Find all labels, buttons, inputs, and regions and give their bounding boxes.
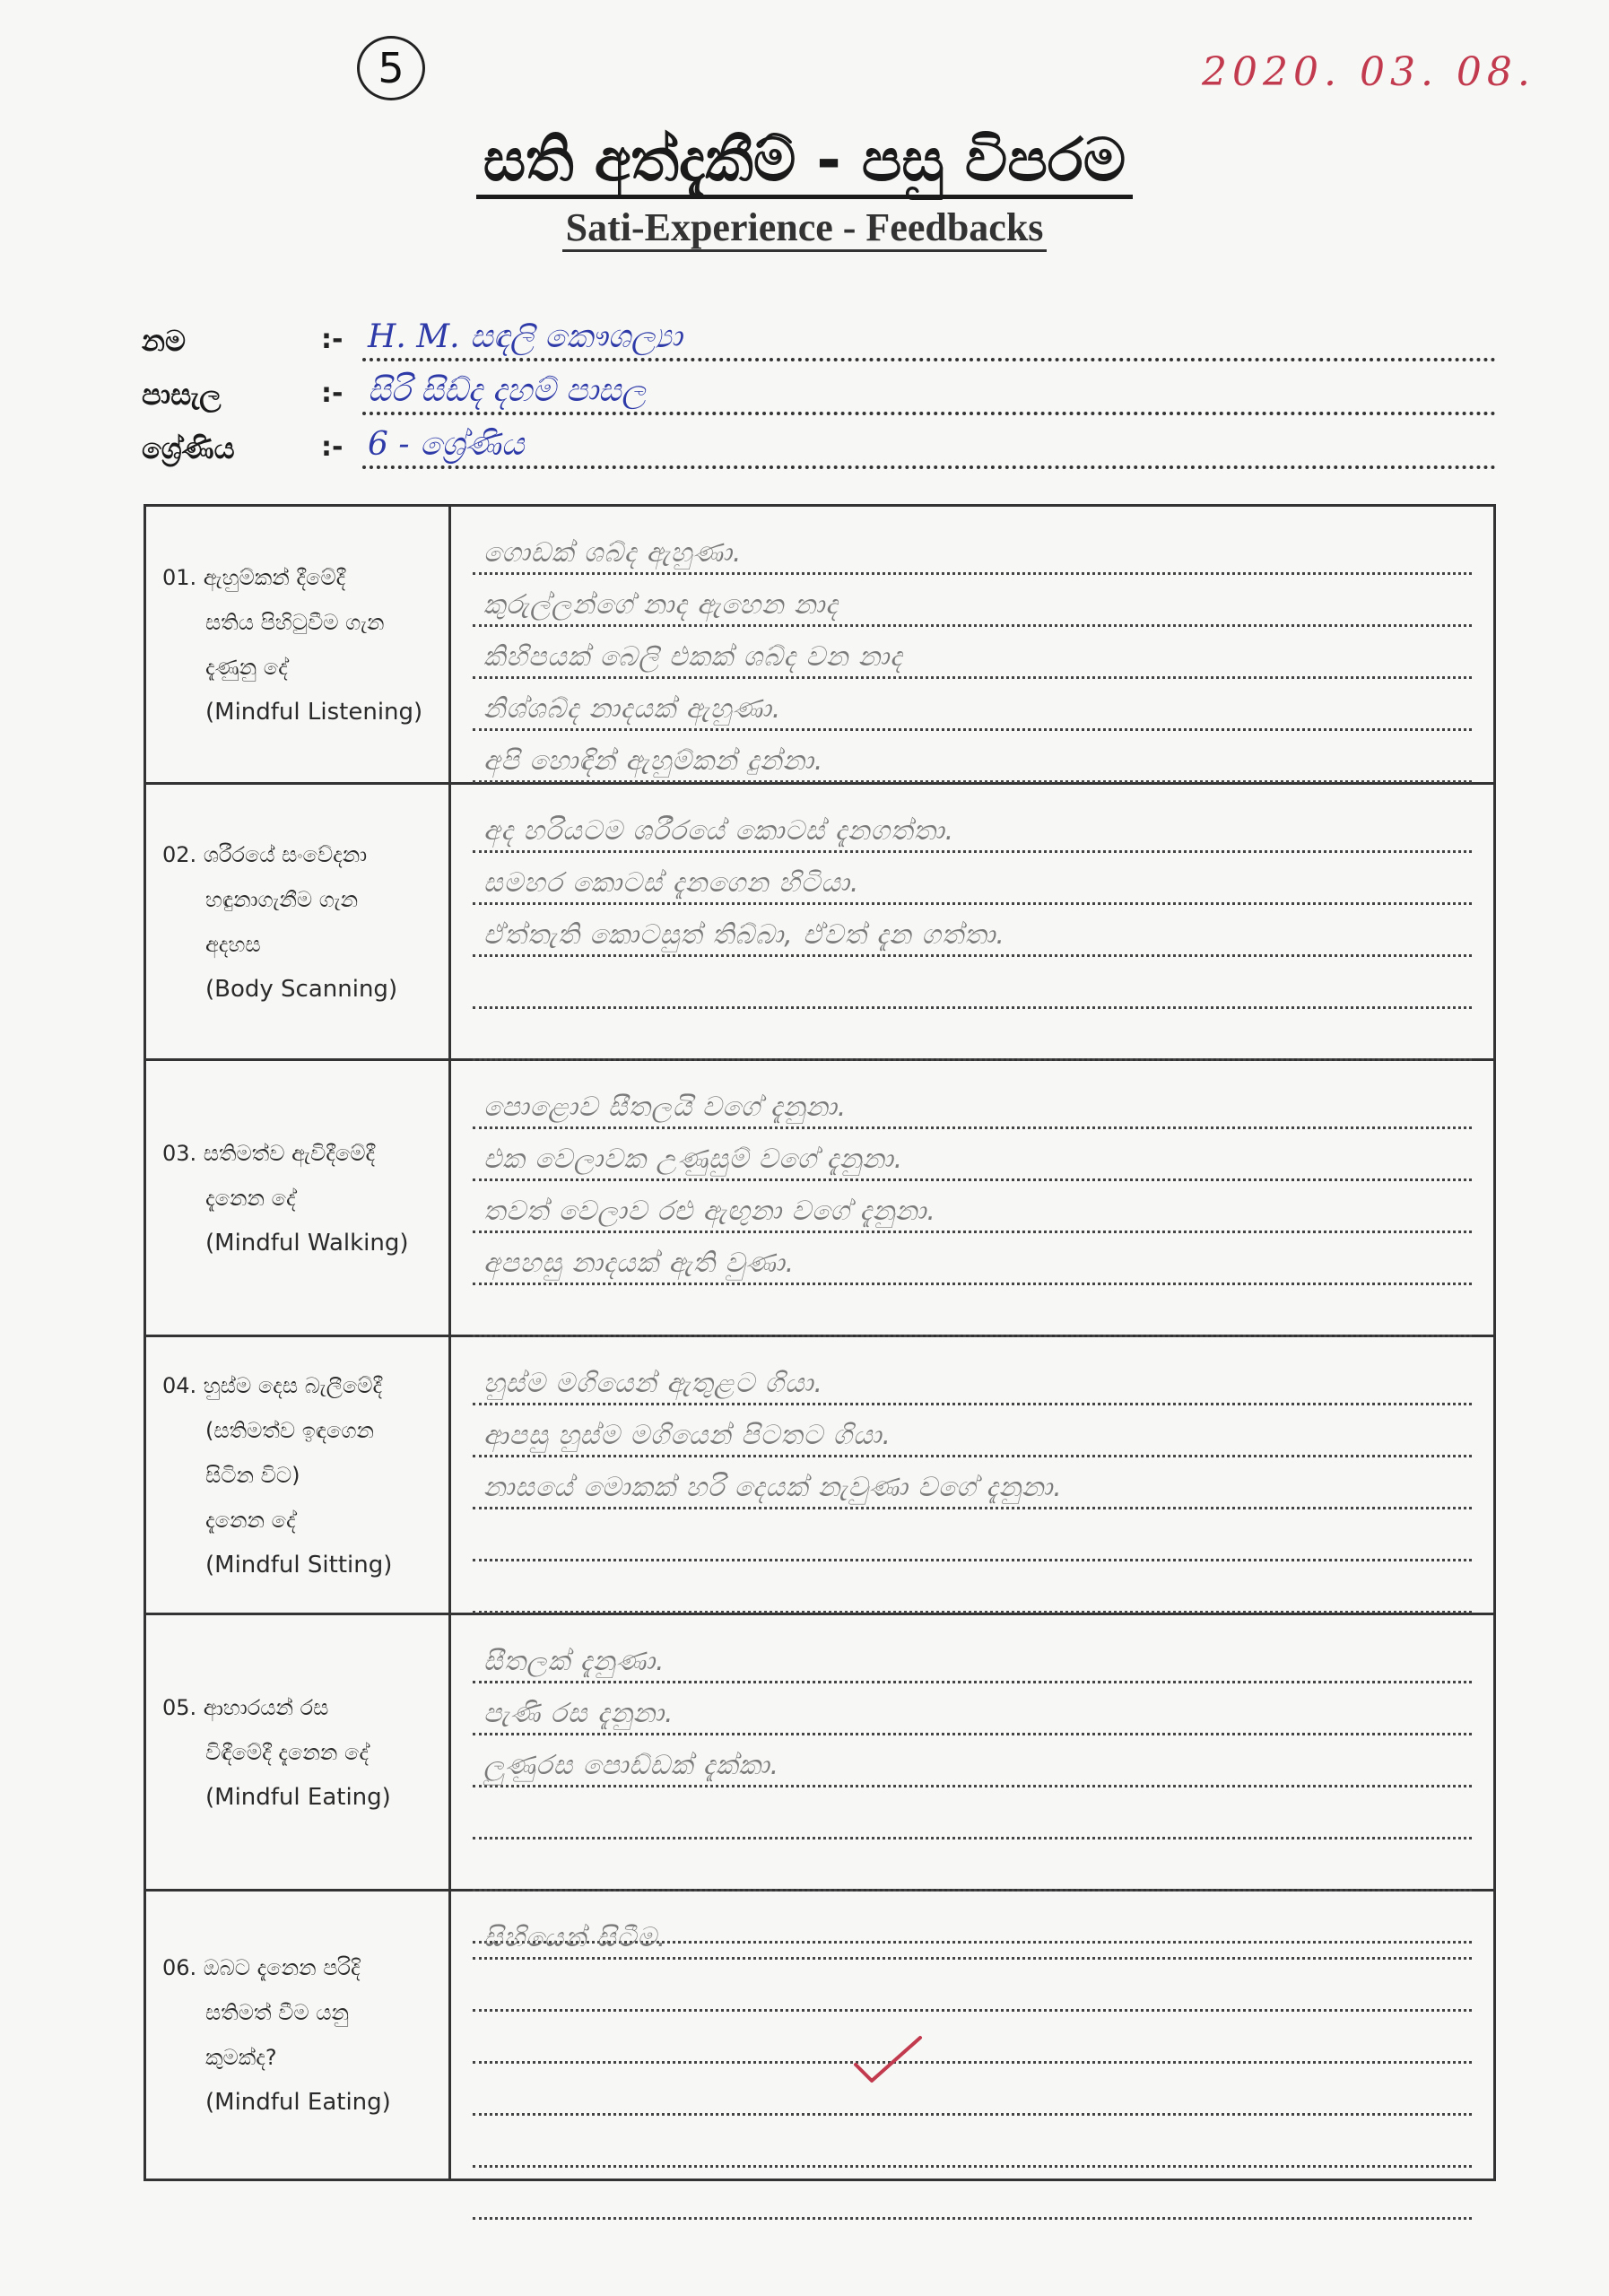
answer-line[interactable] — [473, 679, 1472, 731]
handwritten-answer: ගොඩක් ශබ්ද ඇහුණා. — [483, 537, 743, 569]
field-label: පාසැල — [142, 378, 222, 412]
answer-line[interactable] — [473, 905, 1472, 957]
question-cell — [146, 785, 451, 1058]
page-number: 5 — [357, 36, 425, 100]
answer-line[interactable] — [473, 1509, 1472, 1561]
feedback-row — [146, 507, 1493, 785]
feedback-row — [146, 1892, 1493, 2179]
answer-line[interactable] — [473, 1457, 1472, 1509]
feedback-row — [146, 1615, 1493, 1892]
question-text: දැනෙන දේ — [205, 1507, 296, 1533]
handwritten-answer: පැණි රස දැනුනා. — [483, 1698, 674, 1729]
field-value: 6 - ශ්‍රේණිය — [368, 426, 525, 463]
handwritten-answer: එක වෙලාවක උණුසුම් වගේ දැනුනා. — [483, 1144, 904, 1175]
answer-line[interactable] — [473, 1683, 1472, 1735]
handwritten-answer: ලුණුරස පොඩ්ඩක් දැක්කා. — [483, 1750, 780, 1781]
answer-line[interactable] — [473, 1561, 1472, 1613]
answer-line[interactable] — [473, 1077, 1472, 1129]
answer-line[interactable] — [473, 801, 1472, 853]
answer-line[interactable] — [473, 1787, 1472, 1839]
field-label: නම — [142, 324, 186, 358]
question-text: විඳීමේදී දැනෙන දේ — [205, 1739, 369, 1765]
answer-line[interactable] — [473, 2168, 1472, 2220]
question-english: (Mindful Eating) — [205, 2089, 391, 2116]
answer-line[interactable] — [473, 1285, 1472, 1337]
handwritten-answer: තවත් වෙලාව රළු ඇඟුනා වගේ දැනුනා. — [483, 1196, 936, 1227]
answer-cell[interactable] — [451, 801, 1493, 1049]
answer-line[interactable] — [473, 853, 1472, 905]
answer-line[interactable] — [473, 1735, 1472, 1787]
answer-line[interactable] — [473, 1009, 1472, 1061]
field-separator: :- — [321, 431, 344, 463]
question-english: (Mindful Eating) — [205, 1783, 391, 1811]
question-text: (සතිමත්ව ඉඳගෙන — [205, 1417, 374, 1443]
answer-line[interactable] — [473, 523, 1472, 575]
answer-cell[interactable] — [451, 1077, 1493, 1326]
field-label: ශ්‍රේණිය — [142, 431, 235, 465]
handwritten-answer: නිශ්ශබ්ද නාදයක් ඇහුණා. — [483, 693, 782, 725]
question-english: (Mindful Listening) — [205, 698, 423, 726]
answer-line[interactable] — [473, 1960, 1472, 2012]
answer-line[interactable] — [473, 731, 1472, 783]
handwritten-answer: ඒත්තැති කොටසුත් තිබ්බා, ඒවත් දැන ගත්තා. — [483, 919, 1005, 951]
title-english: Sati-Experience - Feedbacks — [0, 204, 1609, 250]
answer-line[interactable] — [473, 1405, 1472, 1457]
answer-cell[interactable] — [451, 523, 1493, 777]
handwritten-answer: නාසයේ මොකක් හරි දෙයක් නැවුණා වගේ දැනුනා. — [483, 1472, 1063, 1503]
question-text: දැණුනු දේ — [205, 654, 288, 680]
answer-line[interactable] — [473, 1129, 1472, 1181]
answer-line[interactable] — [473, 2116, 1472, 2168]
question-text: 04. හුස්ම දෙස බැලීමේදී — [162, 1372, 383, 1398]
question-text: 06. ඔබට දැනෙන පරිදි — [162, 1955, 361, 1980]
answer-line[interactable] — [473, 2064, 1472, 2116]
handwritten-answer: සීතලක් දැනුණා. — [483, 1646, 665, 1677]
question-english: (Mindful Sitting) — [205, 1551, 393, 1578]
handwritten-answer: අද හරියටම ශරීරයේ කොටස් දැනගත්තා. — [483, 815, 955, 847]
answer-line[interactable] — [473, 957, 1472, 1009]
answer-cell[interactable] — [451, 1908, 1493, 2170]
question-text: 02. ශරීරයේ සංවේදනා — [162, 841, 368, 867]
handwritten-answer: අපි හොඳින් ඇහුම්කන් දුන්නා. — [483, 745, 824, 777]
feedback-row — [146, 1337, 1493, 1615]
handwritten-answer: කුරුල්ලන්ගේ නාද ඇහෙන නාද — [483, 589, 839, 621]
question-text: 01. ඇහුම්කන් දීමේදී — [162, 564, 346, 590]
answer-line[interactable] — [473, 1839, 1472, 1892]
handwritten-answer: කිහිපයක් බෙලි එකක් ශබ්ද වන නාද — [483, 641, 903, 673]
handwritten-answer: ආපසු හුස්ම මගියෙන් පිටතට ගියා. — [483, 1420, 892, 1451]
field-separator: :- — [321, 378, 344, 409]
question-cell — [146, 1061, 451, 1335]
feedback-row — [146, 785, 1493, 1061]
handwritten-answer: අපහසු නාදයක් ඇති වුණා. — [483, 1248, 796, 1279]
question-cell — [146, 507, 451, 782]
handwritten-answer: හුස්ම මගියෙන් ඇතුළට ගියා. — [483, 1368, 824, 1399]
question-cell — [146, 1337, 451, 1613]
name-field[interactable] — [142, 318, 1496, 369]
field-value: සිරි සිඩ්ද දහම් පාසල — [368, 372, 647, 409]
handwritten-answer: සමහර කොටස් දැනගෙන හිටියා. — [483, 867, 860, 899]
question-cell — [146, 1615, 451, 1889]
field-dotted-line — [362, 465, 1496, 469]
field-dotted-line — [362, 358, 1496, 361]
title-sinhala: සති අත්දැකීම් - පසු විපරම — [0, 126, 1609, 196]
field-value: H. M. සඳලි කෞශල්‍යා — [368, 318, 683, 355]
answer-line[interactable] — [473, 575, 1472, 627]
question-text: දැනෙන දේ — [205, 1185, 296, 1211]
date: 2020. 03. 08. — [1202, 49, 1535, 95]
question-text: 03. සතිමත්ව ඇවිදීමේදී — [162, 1140, 376, 1166]
question-text: සතිය පිහිටුවීම ගැන — [205, 609, 385, 635]
field-separator: :- — [321, 324, 344, 355]
grade-field[interactable] — [142, 426, 1496, 476]
answer-cell[interactable] — [451, 1631, 1493, 1880]
question-text: සිටින විට) — [205, 1462, 300, 1488]
check-mark-icon — [852, 2034, 924, 2088]
field-dotted-line — [362, 412, 1496, 415]
handwritten-answer: සිහියෙන් සිටීම. — [483, 1922, 667, 1953]
answer-line[interactable] — [473, 2012, 1472, 2064]
answer-line[interactable] — [473, 1631, 1472, 1683]
answer-line[interactable] — [473, 1353, 1472, 1405]
answer-line[interactable] — [473, 1233, 1472, 1285]
answer-line[interactable] — [473, 627, 1472, 679]
question-text: 05. ආහාරයන් රස — [162, 1694, 329, 1720]
handwritten-answer: පොළොව සීතලයි වගේ දැනුනා. — [483, 1091, 848, 1123]
question-english: (Body Scanning) — [205, 975, 398, 1003]
question-text: අදහස — [205, 931, 261, 957]
question-english: (Mindful Walking) — [205, 1229, 409, 1257]
feedback-table — [144, 504, 1496, 2181]
question-text: කුමක්ද? — [205, 2045, 277, 2070]
answer-line[interactable] — [473, 1908, 1472, 1960]
question-text: හඳුනාගැනීම ගැන — [205, 886, 359, 912]
question-cell — [146, 1892, 451, 2179]
question-text: සතිමත් වීම යනු — [205, 2000, 350, 2025]
feedback-row — [146, 1061, 1493, 1337]
answer-line[interactable] — [473, 1181, 1472, 1233]
school-field[interactable] — [142, 372, 1496, 422]
answer-cell[interactable] — [451, 1353, 1493, 1604]
